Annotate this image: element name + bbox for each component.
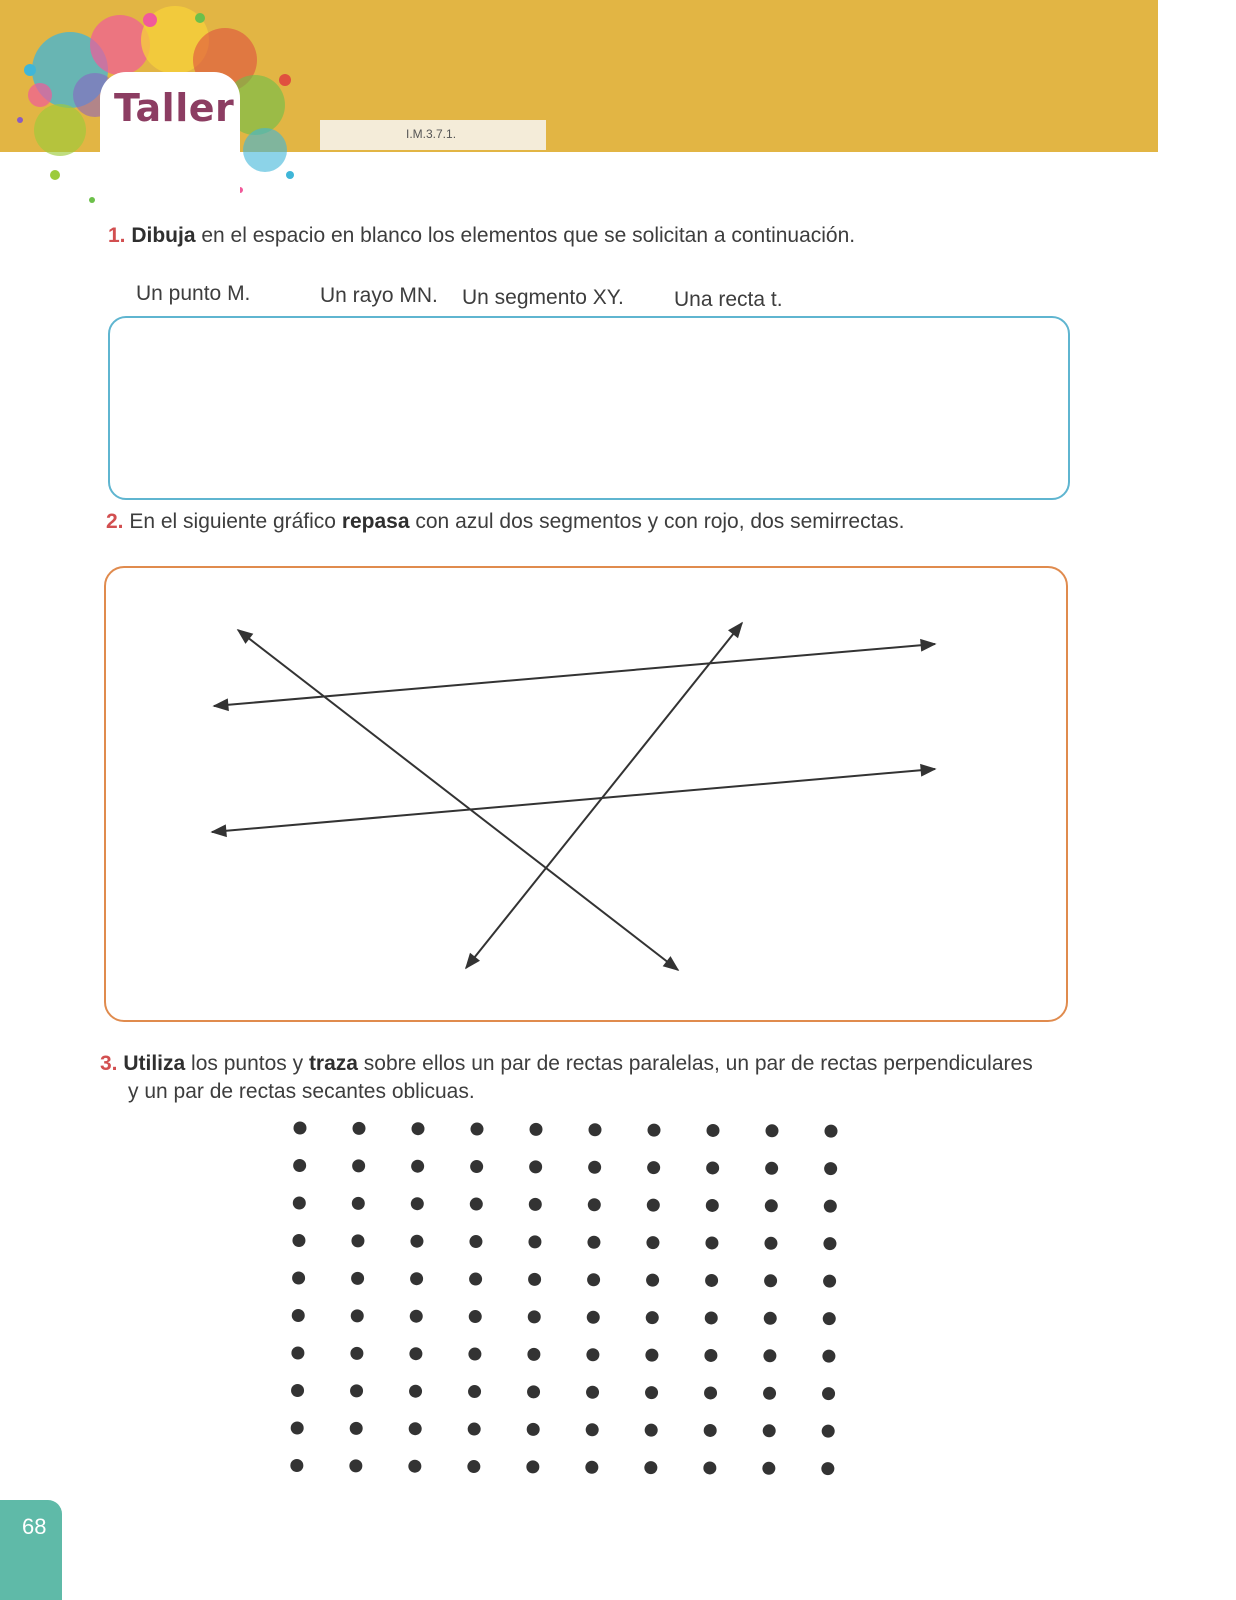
grid-dot[interactable]	[409, 1347, 422, 1360]
question-3-prompt-line-2: y un par de rectas secantes oblicuas.	[128, 1080, 475, 1103]
question-1-number: 1.	[108, 224, 126, 247]
grid-dot[interactable]	[822, 1387, 835, 1400]
grid-dot[interactable]	[645, 1386, 658, 1399]
grid-dot[interactable]	[763, 1349, 776, 1362]
grid-dot[interactable]	[468, 1385, 481, 1398]
grid-dot[interactable]	[588, 1198, 601, 1211]
grid-dot[interactable]	[292, 1234, 305, 1247]
grid-dot[interactable]	[766, 1124, 779, 1137]
grid-dot[interactable]	[529, 1160, 542, 1173]
grid-dot[interactable]	[293, 1159, 306, 1172]
grid-dot[interactable]	[585, 1461, 598, 1474]
section-title: Taller	[114, 86, 235, 130]
grid-dot[interactable]	[764, 1237, 777, 1250]
grid-dot[interactable]	[412, 1122, 425, 1135]
grid-dot[interactable]	[528, 1235, 541, 1248]
question-3-text-2: sobre ellos un par de rectas paralelas, un par de rectas perpendiculares	[357, 1052, 1033, 1075]
grid-dot[interactable]	[704, 1349, 717, 1362]
question-3-text-1: los puntos y	[185, 1052, 309, 1075]
grid-dot[interactable]	[824, 1162, 837, 1175]
grid-dot[interactable]	[706, 1199, 719, 1212]
grid-dot[interactable]	[409, 1422, 422, 1435]
grid-dot[interactable]	[293, 1197, 306, 1210]
grid-dot[interactable]	[470, 1160, 483, 1173]
grid-dot[interactable]	[350, 1422, 363, 1435]
question-3-verb-1: Utiliza	[123, 1052, 186, 1075]
grid-dot[interactable]	[765, 1162, 778, 1175]
grid-dot[interactable]	[294, 1122, 307, 1135]
grid-dot[interactable]	[587, 1236, 600, 1249]
grid-dot[interactable]	[291, 1422, 304, 1435]
grid-dot[interactable]	[291, 1347, 304, 1360]
grid-dot[interactable]	[528, 1310, 541, 1323]
grid-dot[interactable]	[469, 1273, 482, 1286]
grid-dot[interactable]	[763, 1424, 776, 1437]
grid-dot[interactable]	[822, 1425, 835, 1438]
item-segment: Un segmento XY.	[462, 286, 624, 309]
grid-dot[interactable]	[408, 1460, 421, 1473]
grid-dot[interactable]	[765, 1199, 778, 1212]
page-number: 68	[22, 1514, 47, 1539]
grid-dot[interactable]	[704, 1424, 717, 1437]
grid-dot[interactable]	[467, 1460, 480, 1473]
grid-dot[interactable]	[410, 1272, 423, 1285]
grid-dot[interactable]	[645, 1424, 658, 1437]
grid-dot[interactable]	[350, 1384, 363, 1397]
grid-dot[interactable]	[586, 1423, 599, 1436]
grid-dot[interactable]	[411, 1197, 424, 1210]
question-2-text-before: En el siguiente gráfico	[129, 510, 342, 533]
grid-dot[interactable]	[645, 1349, 658, 1362]
grid-dot[interactable]	[823, 1275, 836, 1288]
grid-dot[interactable]	[352, 1159, 365, 1172]
grid-dot[interactable]	[468, 1348, 481, 1361]
grid-dot[interactable]	[825, 1125, 838, 1138]
item-point: Un punto M.	[136, 282, 251, 305]
grid-dot[interactable]	[589, 1123, 602, 1136]
grid-dot[interactable]	[648, 1124, 661, 1137]
grid-dot[interactable]	[410, 1235, 423, 1248]
grid-dot[interactable]	[290, 1459, 303, 1472]
grid-dot[interactable]	[646, 1236, 659, 1249]
grid-dot[interactable]	[470, 1198, 483, 1211]
grid-dot[interactable]	[764, 1312, 777, 1325]
grid-dot[interactable]	[764, 1274, 777, 1287]
question-2-number: 2.	[106, 510, 124, 533]
grid-dot[interactable]	[586, 1348, 599, 1361]
grid-dot[interactable]	[823, 1237, 836, 1250]
grid-dot[interactable]	[703, 1461, 716, 1474]
grid-dot[interactable]	[350, 1347, 363, 1360]
question-1-verb: Dibuja	[131, 224, 196, 247]
item-ray: Un rayo MN.	[320, 284, 438, 307]
grid-dot[interactable]	[526, 1460, 539, 1473]
question-1-text: en el espacio en blanco los elementos que se solicitan a continuación.	[195, 224, 856, 247]
grid-dot[interactable]	[646, 1274, 659, 1287]
grid-dot[interactable]	[704, 1386, 717, 1399]
question-2-text-after: con azul dos segmentos y con rojo, dos semirrectas.	[409, 510, 905, 533]
grid-dot[interactable]	[823, 1312, 836, 1325]
grid-dot[interactable]	[351, 1234, 364, 1247]
grid-dot[interactable]	[821, 1462, 834, 1475]
question-3-verb-2: traza	[308, 1052, 358, 1075]
grid-dot[interactable]	[351, 1309, 364, 1322]
grid-dot[interactable]	[292, 1272, 305, 1285]
grid-dot[interactable]	[763, 1387, 776, 1400]
grid-dot[interactable]	[349, 1459, 362, 1472]
grid-dot[interactable]	[292, 1309, 305, 1322]
grid-dot[interactable]	[529, 1198, 542, 1211]
grid-dot[interactable]	[411, 1160, 424, 1173]
grid-dot[interactable]	[822, 1350, 835, 1363]
question-2-verb: repasa	[341, 510, 410, 533]
grid-dot[interactable]	[644, 1461, 657, 1474]
grid-dot[interactable]	[706, 1161, 719, 1174]
grid-dot[interactable]	[586, 1386, 599, 1399]
grid-dot[interactable]	[587, 1311, 600, 1324]
grid-dot[interactable]	[409, 1385, 422, 1398]
grid-dot[interactable]	[647, 1161, 660, 1174]
grid-dot[interactable]	[530, 1123, 543, 1136]
grid-dot[interactable]	[646, 1311, 659, 1324]
grid-dot[interactable]	[469, 1310, 482, 1323]
grid-dot[interactable]	[647, 1199, 660, 1212]
grid-dot[interactable]	[353, 1122, 366, 1135]
grid-dot[interactable]	[762, 1462, 775, 1475]
grid-dot[interactable]	[707, 1124, 720, 1137]
grid-dot[interactable]	[471, 1123, 484, 1136]
grid-dot[interactable]	[705, 1236, 718, 1249]
grid-dot[interactable]	[587, 1273, 600, 1286]
grid-dot[interactable]	[291, 1384, 304, 1397]
grid-dot[interactable]	[527, 1348, 540, 1361]
grid-dot[interactable]	[588, 1161, 601, 1174]
item-line: Una recta t.	[674, 288, 783, 311]
grid-dot[interactable]	[351, 1272, 364, 1285]
grid-dot[interactable]	[410, 1310, 423, 1323]
indicator-code: I.M.3.7.1.	[406, 127, 457, 141]
grid-dot[interactable]	[468, 1423, 481, 1436]
grid-dot[interactable]	[528, 1273, 541, 1286]
grid-dot[interactable]	[527, 1385, 540, 1398]
grid-dot[interactable]	[705, 1274, 718, 1287]
grid-dot[interactable]	[352, 1197, 365, 1210]
grid-dot[interactable]	[527, 1423, 540, 1436]
grid-dot[interactable]	[469, 1235, 482, 1248]
question-3-number: 3.	[100, 1052, 118, 1075]
grid-dot[interactable]	[705, 1311, 718, 1324]
grid-dot[interactable]	[824, 1200, 837, 1213]
